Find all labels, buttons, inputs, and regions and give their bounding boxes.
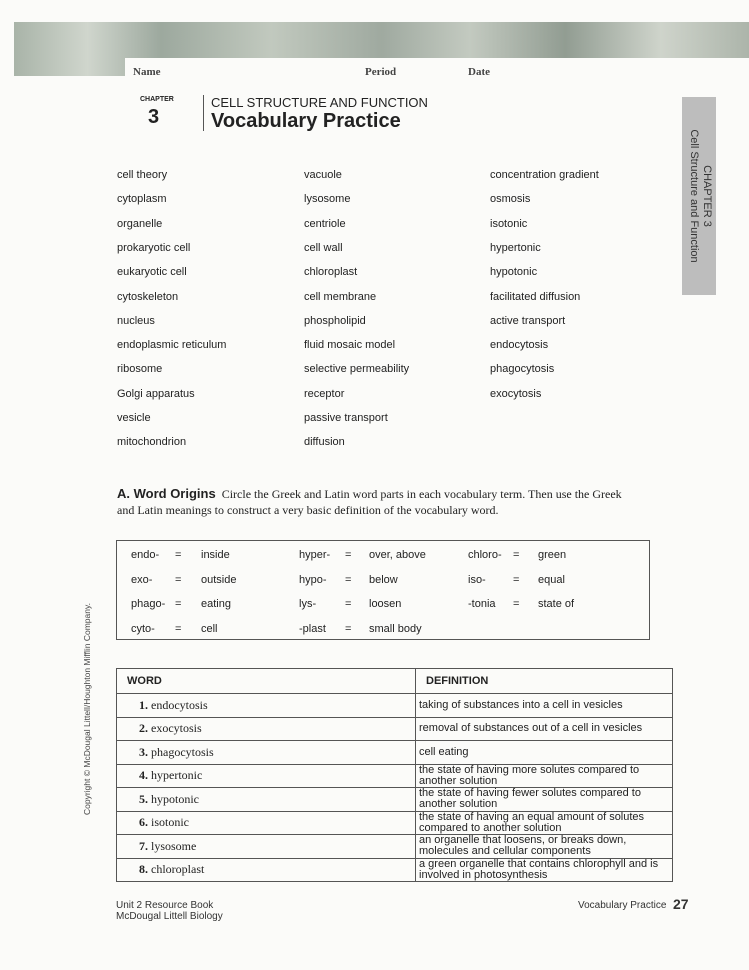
word-part-meaning: state of: [538, 598, 575, 610]
table-row: [117, 858, 673, 882]
footer-section: Vocabulary Practice: [578, 900, 667, 911]
vocab-term: exocytosis: [490, 387, 542, 400]
vocab-term: cell theory: [117, 169, 168, 181]
equals-sign: =: [513, 549, 520, 561]
definitions-table: [116, 668, 673, 882]
vocab-term: centriole: [304, 217, 346, 230]
word-cell: [117, 835, 416, 859]
page-number: 27: [673, 896, 689, 912]
word-part-meaning: over, above: [369, 549, 426, 561]
vocab-term: hypertonic: [490, 241, 541, 254]
vocab-term: isotonic: [490, 217, 528, 230]
row-number: 7.: [139, 838, 148, 853]
row-number: 2.: [139, 721, 148, 736]
vocab-term: cell membrane: [304, 290, 377, 303]
vocab-term: Golgi apparatus: [117, 387, 195, 400]
vocab-term: receptor: [304, 387, 345, 400]
vocab-term: prokaryotic cell: [117, 241, 191, 254]
definition-cell[interactable]: taking of substances into a cell in vesicles: [416, 694, 673, 718]
word-part-meaning: cell: [201, 622, 218, 635]
word-part: lys-: [299, 598, 317, 610]
name-label: Name: [133, 66, 161, 78]
equals-sign: =: [175, 622, 182, 635]
vocab-term: lysosome: [304, 193, 351, 206]
vocab-word: hypertonic: [151, 768, 203, 783]
vocab-word: exocytosis: [151, 721, 202, 736]
equals-sign: =: [513, 598, 520, 610]
definition-cell[interactable]: the state of having fewer solutes compared to another solution: [416, 788, 673, 812]
word-part: cyto-: [131, 622, 155, 635]
row-number: 1.: [139, 697, 148, 712]
vocab-term: chloroplast: [304, 266, 358, 279]
vocab-term: passive transport: [304, 412, 388, 424]
page-title: Vocabulary Practice: [211, 110, 401, 132]
vocab-term: cytoskeleton: [117, 290, 179, 303]
vocab-word: phagocytosis: [151, 744, 214, 759]
word-part-meaning: loosen: [369, 598, 402, 610]
word-column-header: WORD: [117, 669, 416, 694]
equals-sign: =: [175, 549, 182, 561]
definition-cell[interactable]: an organelle that loosens, or breaks down, molecules and cellular components: [416, 835, 673, 859]
vocab-term: endoplasmic reticulum: [117, 339, 227, 352]
date-label: Date: [468, 66, 490, 78]
vocab-term: cell wall: [304, 241, 343, 254]
section-a-text: Circle the Greek and Latin word parts in each vocabulary term. Then use the Greek and Latin meanings to construct a very basic definition of the vocabulary word.: [117, 487, 622, 517]
copyright-notice: Copyright © McDougal Littell/Houghton Mifflin Company.: [82, 603, 92, 815]
vocab-term: selective permeability: [304, 363, 410, 376]
vocab-term: nucleus: [117, 314, 155, 327]
vocab-term: concentration gradient: [490, 169, 599, 181]
definition-column-header: DEFINITION: [416, 669, 673, 694]
definition-cell[interactable]: removal of substances out of a cell in vesicles: [416, 717, 673, 741]
vocab-term: endocytosis: [490, 339, 549, 352]
vocab-term: phospholipid: [304, 314, 366, 327]
table-row: [117, 694, 673, 718]
equals-sign: =: [345, 598, 352, 610]
vocab-word: isotonic: [151, 815, 189, 830]
table-row: [117, 764, 673, 788]
word-part: endo-: [131, 549, 160, 561]
side-tab-topic: Cell Structure and Function: [688, 129, 700, 263]
word-part: exo-: [131, 573, 153, 586]
vocab-term: vesicle: [117, 412, 151, 424]
vocab-term: fluid mosaic model: [304, 339, 396, 352]
table-row: [117, 811, 673, 835]
section-a-heading: A. Word Origins: [117, 486, 216, 501]
vocab-word: hypotonic: [151, 791, 199, 806]
definition-cell[interactable]: a green organelle that contains chlorophyll and is involved in photosynthesis: [416, 858, 673, 882]
title-divider: [203, 95, 204, 131]
footer-publisher: McDougal Littell Biology: [116, 911, 223, 922]
word-part: -plast: [299, 622, 326, 635]
vocab-term: cytoplasm: [117, 193, 167, 206]
vocab-term: osmosis: [490, 193, 531, 206]
word-cell: [117, 741, 416, 765]
vocab-word: lysosome: [151, 838, 197, 853]
word-part-meaning: eating: [201, 598, 231, 610]
chapter-label: CHAPTER: [140, 96, 174, 103]
vocab-term: eukaryotic cell: [117, 266, 187, 279]
word-part-meaning: equal: [538, 573, 565, 586]
vocab-term: facilitated diffusion: [490, 290, 581, 303]
row-number: 5.: [139, 791, 148, 806]
word-part: hypo-: [299, 573, 327, 586]
equals-sign: =: [345, 573, 352, 586]
footer-book: Unit 2 Resource Book: [116, 900, 214, 911]
vocab-term: hypotonic: [490, 266, 538, 279]
word-part: -tonia: [468, 598, 496, 610]
vocab-term: organelle: [117, 217, 163, 230]
equals-sign: =: [175, 573, 182, 586]
table-row: [117, 717, 673, 741]
vocab-term: active transport: [490, 314, 566, 327]
equals-sign: =: [345, 622, 352, 635]
equals-sign: =: [513, 573, 520, 586]
chapter-number: 3: [148, 106, 160, 128]
table-row: [117, 741, 673, 765]
word-part: iso-: [468, 573, 486, 586]
equals-sign: =: [175, 598, 182, 610]
word-origins-box: [116, 540, 650, 640]
vocab-term: mitochondrion: [117, 436, 187, 449]
section-a-instructions: [117, 486, 637, 518]
word-part-meaning: small body: [369, 622, 422, 635]
word-cell: [117, 764, 416, 788]
table-row: [117, 788, 673, 812]
row-number: 6.: [139, 815, 148, 830]
table-row: [117, 835, 673, 859]
word-cell: [117, 788, 416, 812]
word-part-meaning: outside: [201, 573, 237, 586]
vocab-word: endocytosis: [151, 697, 208, 712]
vocab-term: phagocytosis: [490, 363, 555, 376]
chapter-subtitle: CELL STRUCTURE AND FUNCTION: [211, 95, 428, 110]
definition-cell[interactable]: the state of having more solutes compared to another solution: [416, 764, 673, 788]
word-part-meaning: green: [538, 549, 567, 561]
row-number: 8.: [139, 862, 148, 877]
vocab-word: chloroplast: [151, 862, 205, 877]
vocab-term: vacuole: [304, 169, 342, 181]
equals-sign: =: [345, 549, 352, 561]
word-cell: [117, 694, 416, 718]
side-tab-chapter: CHAPTER 3: [701, 165, 713, 227]
chapter-side-tab: [682, 97, 716, 295]
vocab-term: diffusion: [304, 436, 345, 449]
period-label: Period: [365, 66, 397, 78]
definition-cell[interactable]: the state of having an equal amount of solutes compared to another solution: [416, 811, 673, 835]
word-part: phago-: [131, 598, 166, 610]
word-cell: [117, 717, 416, 741]
word-part: hyper-: [299, 549, 331, 561]
definition-cell[interactable]: cell eating: [416, 741, 673, 765]
word-cell: [117, 811, 416, 835]
word-part: chloro-: [468, 549, 502, 561]
word-part-meaning: inside: [201, 549, 230, 561]
row-number: 4.: [139, 768, 148, 783]
word-cell: [117, 858, 416, 882]
word-part-meaning: below: [369, 573, 398, 586]
row-number: 3.: [139, 744, 148, 759]
vocab-term: ribosome: [117, 363, 163, 376]
banner-fade: [125, 58, 749, 76]
